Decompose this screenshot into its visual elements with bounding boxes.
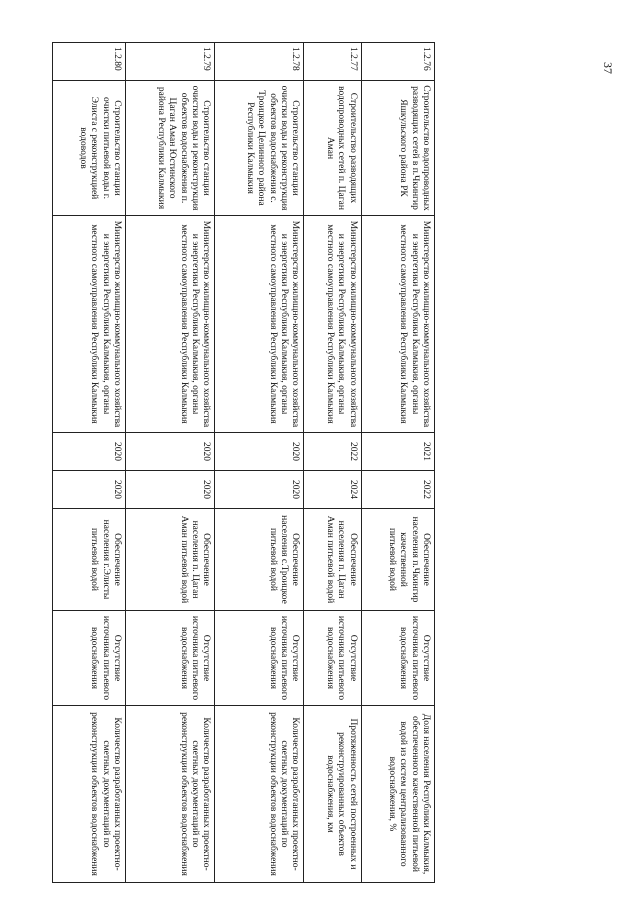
end-year: 2020 xyxy=(53,471,126,509)
risk: Отсутствие источника питьевого водоснабжения xyxy=(304,611,361,706)
table-row xyxy=(215,43,304,883)
start-year: 2020 xyxy=(215,433,304,471)
row-number: 1.2.80 xyxy=(53,43,126,81)
measure-name: Строительство станции очистки воды и реконструкция объектов водоснабжения с. Троицкое Целинного района Республики Калмыкия xyxy=(215,81,304,216)
table-row xyxy=(53,43,126,883)
executor: Министерство жилищно-коммунального хозяйства и энергетики Республики Калмыкия, органы местного самоуправления Республики Калмыкия xyxy=(126,216,215,433)
indicator: Протяженность сетей построенных и реконструированных объектов водоснабжения, км xyxy=(304,706,361,883)
measures-table xyxy=(52,42,435,883)
start-year: 2022 xyxy=(304,433,361,471)
expected-result: Обеспечение населения п. Цаган Аман питьевой водой xyxy=(304,509,361,611)
start-year: 2020 xyxy=(126,433,215,471)
row-number: 1.2.79 xyxy=(126,43,215,81)
indicator: Доля населения Республики Калмыкия, обеспеченного качественной питьевой водой из систем централизованного водоснабжения, % xyxy=(361,706,434,883)
risk: Отсутствие источника питьевого водоснабжения xyxy=(53,611,126,706)
expected-result: Обеспечение населения п.Чкингир качественной питьевой водой xyxy=(361,509,434,611)
executor: Министерство жилищно-коммунального хозяйства и энергетики Республики Калмыкия, органы местного самоуправления Республики Калмыкия xyxy=(361,216,434,433)
end-year: 2020 xyxy=(215,471,304,509)
table-row xyxy=(126,43,215,883)
executor: Министерство жилищно-коммунального хозяйства и энергетики Республики Калмыкия, органы местного самоуправления Республики Калмыкия xyxy=(215,216,304,433)
table-row xyxy=(361,43,434,883)
start-year: 2021 xyxy=(361,433,434,471)
start-year: 2020 xyxy=(53,433,126,471)
measure-name: Строительство станции очистки питьевой воды г. Элиста с реконструкцией водоводов xyxy=(53,81,126,216)
measure-name: Строительство станции очистки воды и реконструкция объектов водоснабжения п. Цаган Аман Юстинского района Республики Калмыкия xyxy=(126,81,215,216)
row-number: 1.2.77 xyxy=(304,43,361,81)
indicator: Количество разработанных проектно-сметных документаций по реконструкции объектов водоснабжения xyxy=(126,706,215,883)
executor: Министерство жилищно-коммунального хозяйства и энергетики Республики Калмыкия, органы местного самоуправления Республики Калмыкия xyxy=(304,216,361,433)
executor: Министерство жилищно-коммунального хозяйства и энергетики Республики Калмыкия, органы местного самоуправления Республики Калмыкия xyxy=(53,216,126,433)
risk: Отсутствие источника питьевого водоснабжения xyxy=(126,611,215,706)
expected-result: Обеспечение населения г.Элисты питьевой водой xyxy=(53,509,126,611)
measure-name: Строительство разводящих водопроводных сетей п. Цаган Аман xyxy=(304,81,361,216)
row-number: 1.2.78 xyxy=(215,43,304,81)
expected-result: Обеспечение населения п. Цаган Аман питьевой водой xyxy=(126,509,215,611)
measure-name: Строительство водопроводных разводящих сетей в п.Чкингир Яшкульского района РК xyxy=(361,81,434,216)
row-number: 1.2.76 xyxy=(361,43,434,81)
risk: Отсутствие источника питьевого водоснабжения xyxy=(215,611,304,706)
risk: Отсутствие источника питьевого водоснабжения xyxy=(361,611,434,706)
end-year: 2020 xyxy=(126,471,215,509)
page-number: 37 xyxy=(601,62,615,74)
end-year: 2022 xyxy=(361,471,434,509)
indicator: Количество разработанных проектно-сметных документаций по реконструкции объектов водоснабжения xyxy=(53,706,126,883)
expected-result: Обеспечение населения с.Троицкое питьевой водой xyxy=(215,509,304,611)
table-row xyxy=(304,43,361,883)
rotated-table-container xyxy=(52,42,435,882)
end-year: 2024 xyxy=(304,471,361,509)
indicator: Количество разработанных проектно-сметных документаций по реконструкции объектов водоснабжения xyxy=(215,706,304,883)
